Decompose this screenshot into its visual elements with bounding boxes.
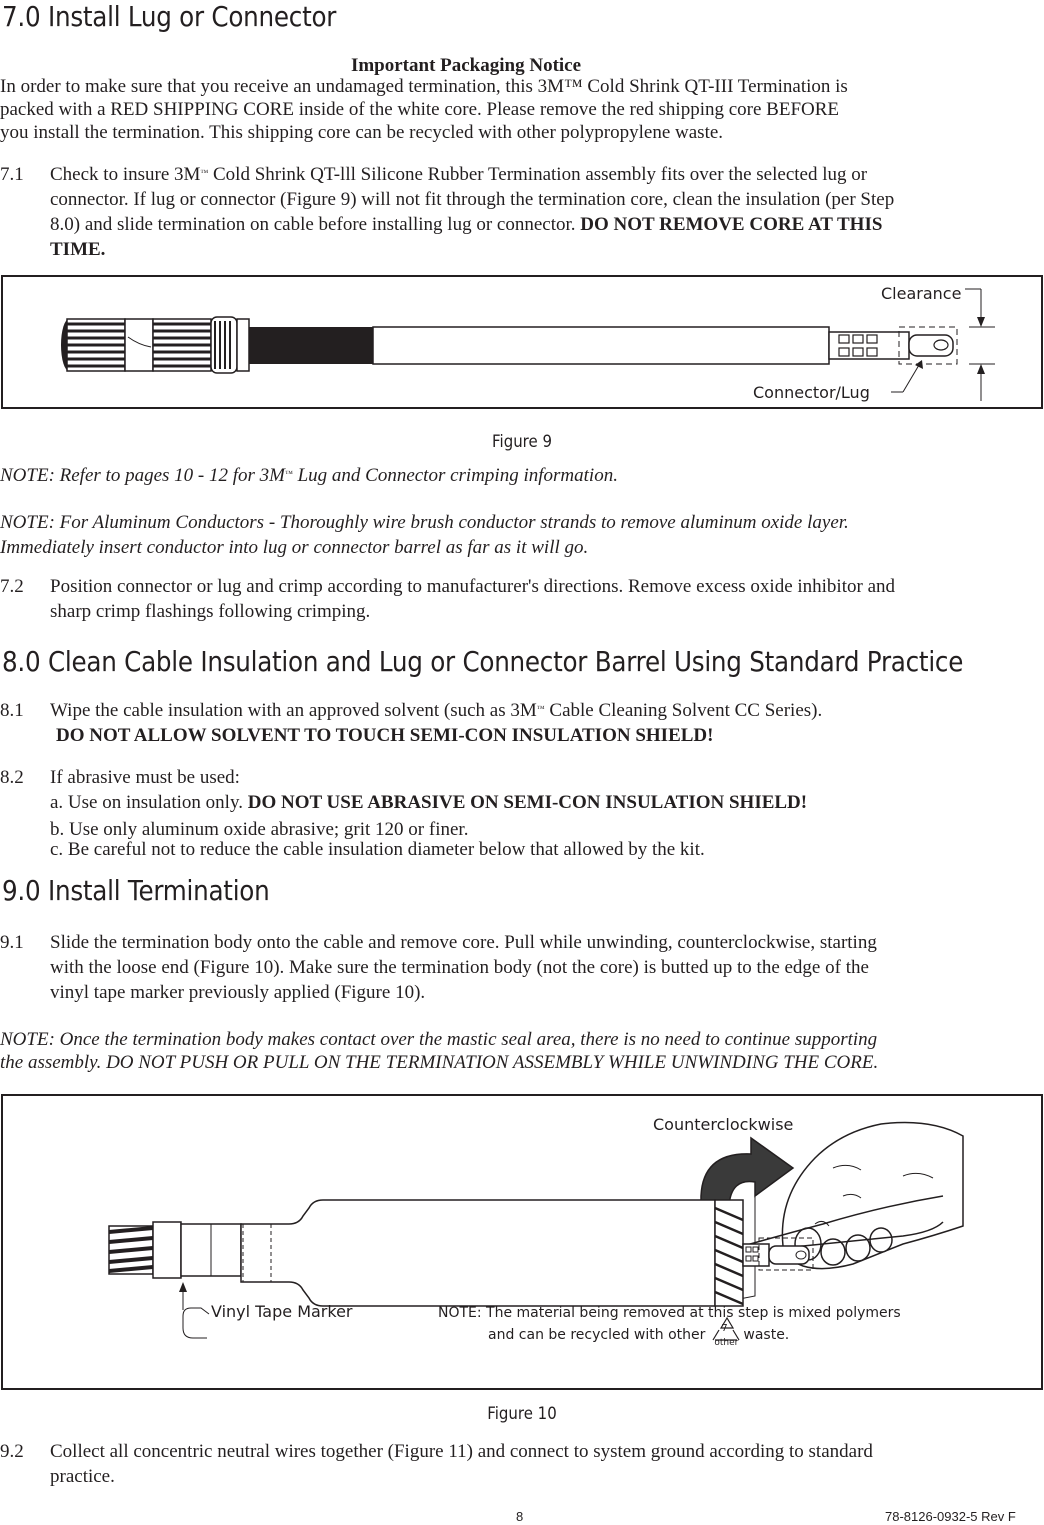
page-number: 8 [516,1509,524,1524]
step-text: a. Use on insulation only. [50,792,248,813]
vinyl-tape-marker-label: Vinyl Tape Marker [211,1302,353,1321]
step-8-2-line: b. Use only aluminum oxide abrasive; grit 120 or finer. [50,819,469,840]
step-7-2-line: sharp crimp flashings following crimping. [50,601,371,622]
figure-9-caption: Figure 9 [492,432,552,452]
figure-10-caption: Figure 10 [487,1404,557,1424]
step-number: 9.1 [0,932,24,953]
clearance-label: Clearance [881,284,962,303]
section-8-title: 8.0 Clean Cable Insulation and Lug or Connector Barrel Using Standard Practice [2,645,964,678]
figure-9 [1,275,1043,409]
step-9-1-line: Slide the termination body onto the cable and remove core. Pull while unwinding, counterclockwise, starting [50,932,877,953]
packaging-notice-line: you install the termination. This shipping core can be recycled with other polypropylene waste. [0,122,724,143]
step-8-1-line [50,698,822,723]
figure-10 [1,1094,1043,1390]
note-aluminum-line: Immediately insert conductor into lug or connector barrel as far as it will go. [0,537,589,558]
step-text: Check to insure 3M [50,164,201,185]
note-text: Lug and Connector crimping information. [292,465,618,486]
note-text: NOTE: Refer to pages 10 - 12 for 3M [0,465,285,486]
step-9-2-line: Collect all concentric neutral wires together (Figure 11) and connect to system ground according to standard [50,1441,873,1462]
section-9-title: 9.0 Install Termination [2,874,270,907]
step-8-2-line: c. Be careful not to reduce the cable insulation diameter below that allowed by the kit. [50,839,705,860]
step-number: 9.2 [0,1441,24,1462]
step-text: 8.0) and slide termination on cable before installing lug or connector. [50,214,581,235]
recycle-text: other [714,1338,739,1348]
step-7-1-line [50,212,882,237]
recycling-note-line2 [488,1323,790,1348]
recycling-note-text: waste. [743,1327,790,1343]
step-9-2-line: practice. [50,1466,115,1487]
step-9-1-line: with the loose end (Figure 10). Make sure the termination body (not the core) is butted up to the edge of the [50,957,869,978]
note-unwinding-line: the assembly. DO NOT PUSH OR PULL ON THE TERMINATION ASSEMBLY WHILE UNWINDING THE CORE. [0,1052,879,1073]
step-text: Wipe the cable insulation with an approved solvent (such as 3M [50,700,537,721]
step-number: 8.2 [0,767,24,788]
recycling-note-line1: NOTE: The material being removed at this step is mixed polymers [438,1305,901,1321]
step-number: 8.1 [0,700,24,721]
packaging-notice-line: packed with a RED SHIPPING CORE inside of the white core. Please remove the red shipping core BEFORE [0,99,840,120]
note-unwinding-line: NOTE: Once the termination body makes contact over the mastic seal area, there is no need to continue supporting [0,1029,878,1050]
step-7-1-line: connector. If lug or connector (Figure 9) will not fit through the termination core, clean the insulation (per Step [50,189,895,210]
trademark-symbol: ™ [200,168,209,177]
document-id: 78-8126-0932-5 Rev F [885,1509,1016,1524]
step-7-1-line [50,162,867,187]
step-text: Cable Cleaning Solvent CC Series). [544,700,823,721]
connector-lug-label: Connector/Lug [753,383,870,402]
step-8-1-warning [56,723,713,748]
step-warning: TIME. [50,239,106,260]
step-8-2-line: If abrasive must be used: [50,767,240,788]
packaging-notice-title: Important Packaging Notice [350,55,582,76]
counterclockwise-label: Counterclockwise [653,1115,794,1134]
recycle-code: 7 [721,1323,728,1334]
trademark-symbol: ™ [284,469,293,478]
step-warning: DO NOT REMOVE CORE AT THIS [580,214,883,235]
termination-illustration [3,1096,1041,1388]
step-text: Cold Shrink QT-lll Silicone Rubber Termination assembly fits over the selected lug or [208,164,868,185]
step-number: 7.2 [0,576,24,597]
note-aluminum-line: NOTE: For Aluminum Conductors - Thoroughly wire brush conductor strands to remove aluminum oxide layer. [0,512,849,533]
trademark-symbol: ™ [536,704,545,713]
note-crimping-reference [0,463,618,488]
step-warning: DO NOT ALLOW SOLVENT TO TOUCH SEMI-CON INSULATION SHIELD! [56,725,714,746]
packaging-notice-line: In order to make sure that you receive an undamaged termination, this 3M™ Cold Shrink QT-III Termination is [0,76,848,97]
section-7-title: 7.0 Install Lug or Connector [2,0,337,33]
step-9-1-line: vinyl tape marker previously applied (Figure 10). [50,982,426,1003]
step-warning: DO NOT USE ABRASIVE ON SEMI-CON INSULATION SHIELD! [247,792,808,813]
step-number: 7.1 [0,164,24,185]
recycling-note-text: and can be recycled with other [488,1327,706,1343]
step-7-1-line [50,237,105,262]
step-8-2-line [50,790,807,815]
step-7-2-line: Position connector or lug and crimp according to manufacturer's directions. Remove excess oxide inhibitor and [50,576,895,597]
